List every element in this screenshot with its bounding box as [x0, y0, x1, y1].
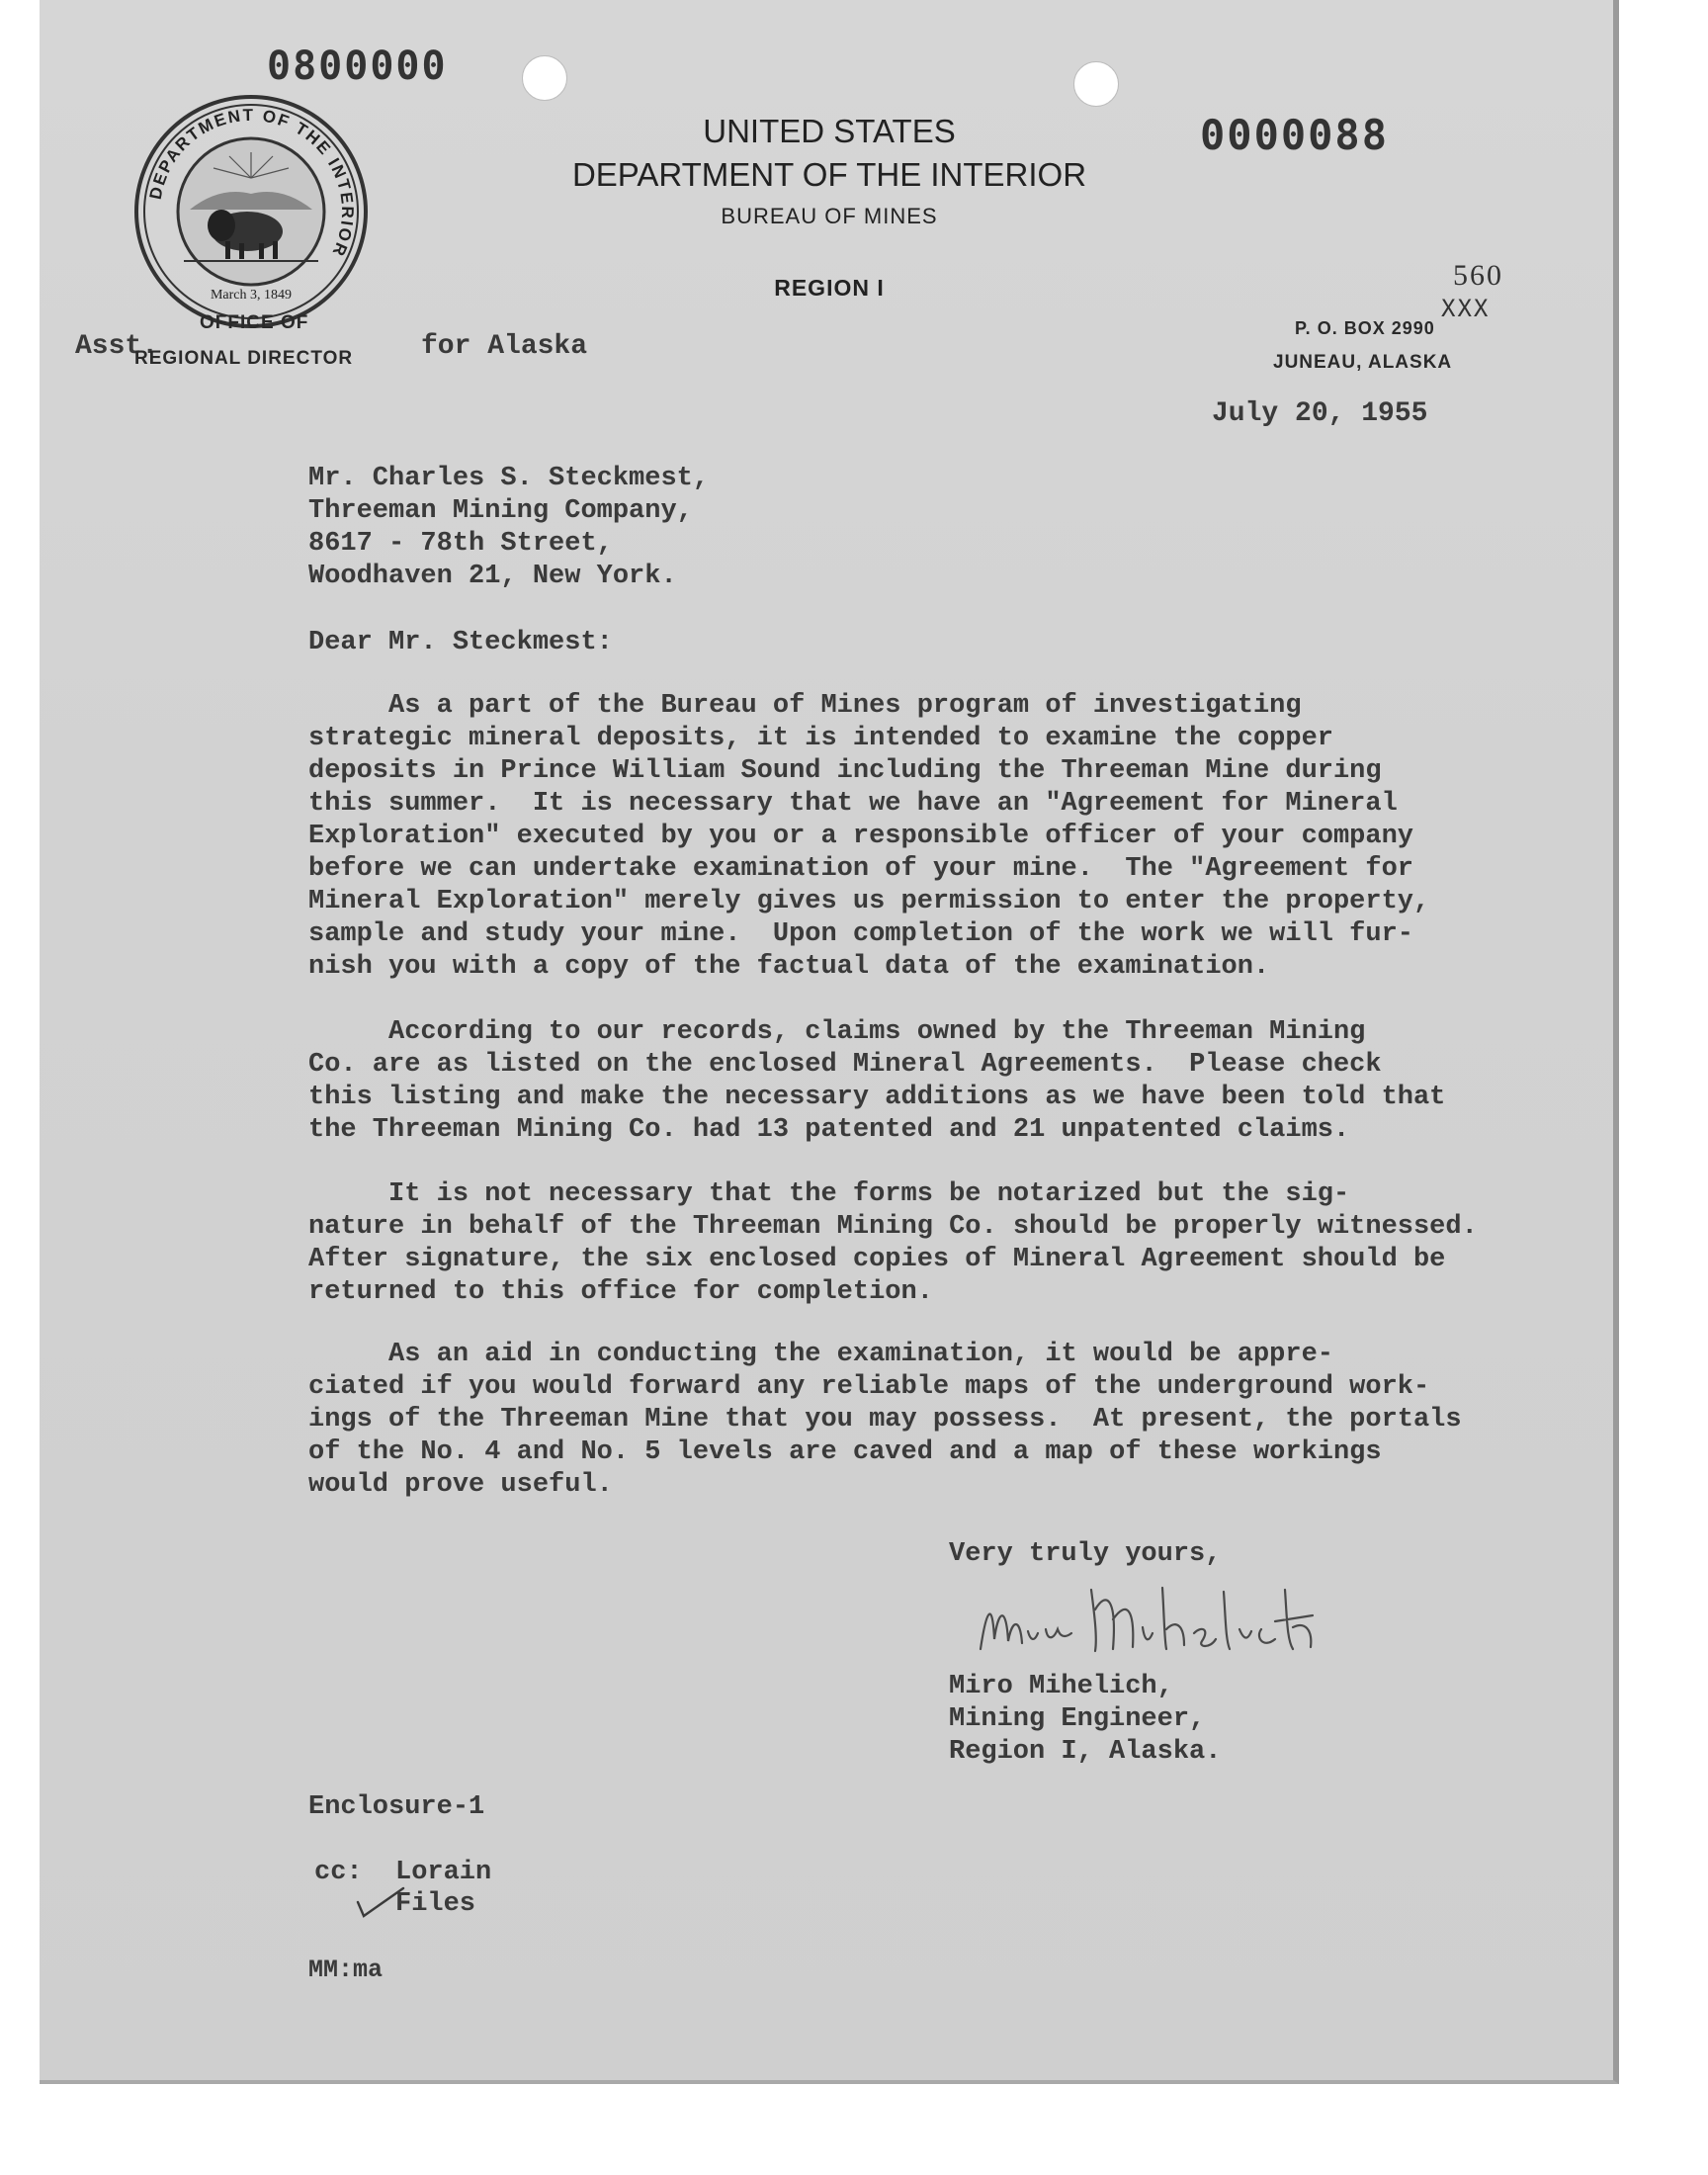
- office-of-label: OFFICE OF: [200, 312, 309, 333]
- check-mark-icon: [354, 1884, 407, 1920]
- body-line: After signature, the six enclosed copies of Mineral Agreement should be: [308, 1245, 1446, 1274]
- salutation: Dear Mr. Steckmest:: [308, 628, 613, 657]
- body-paragraph-4: [308, 1339, 1494, 1502]
- for-alaska-label: for Alaska: [421, 331, 588, 362]
- recipient-line: 8617 - 78th Street,: [308, 529, 613, 559]
- body-line: It is not necessary that the forms be notarized but the sig-: [308, 1179, 1350, 1209]
- cc-item-lorain: Lorain: [395, 1858, 492, 1887]
- regional-director-label: REGIONAL DIRECTOR: [134, 348, 354, 369]
- punch-hole-left: [522, 55, 567, 101]
- typist-initials: MM:ma: [308, 1956, 384, 1984]
- body-line: Exploration" executed by you or a responsible officer of your company: [308, 822, 1413, 851]
- body-line: Mineral Exploration" merely gives us permission to enter the property,: [308, 887, 1430, 916]
- city-label: JUNEAU, ALASKA: [1273, 352, 1453, 373]
- top-right-stamp-number: 0000088: [1200, 111, 1390, 159]
- body-line: nature in behalf of the Threeman Mining Co. should be properly witnessed.: [308, 1212, 1478, 1242]
- po-box-label: P. O. BOX 2990: [1295, 318, 1435, 338]
- file-number: 560: [1453, 259, 1503, 292]
- letterhead-line1: UNITED STATES: [703, 113, 956, 149]
- letterhead-line2: DEPARTMENT OF THE INTERIOR: [571, 156, 1087, 193]
- letterhead-line3: BUREAU OF MINES: [721, 204, 938, 228]
- body-line: nish you with a copy of the factual data of the examination.: [308, 952, 1270, 982]
- body-line: this listing and make the necessary additions as we have been told that: [308, 1083, 1446, 1112]
- body-paragraph-1: [308, 690, 1494, 984]
- recipient-line: Mr. Charles S. Steckmest,: [308, 464, 710, 493]
- body-line: deposits in Prince William Sound including the Threeman Mine during: [308, 756, 1382, 786]
- letter-date: July 20, 1955: [1212, 398, 1428, 429]
- body-line: As an aid in conducting the examination, it would be appre-: [308, 1340, 1333, 1369]
- signer-line: Region I, Alaska.: [949, 1737, 1222, 1767]
- cc-item-files: Files: [395, 1889, 476, 1919]
- signer-block: [949, 1671, 1542, 1769]
- body-line: strategic mineral deposits, it is intended to examine the copper: [308, 724, 1333, 753]
- file-suffix: XXX: [1441, 295, 1491, 322]
- body-line: before we can undertake examination of your mine. The "Agreement for: [308, 854, 1413, 884]
- punch-hole-right: [1073, 61, 1119, 107]
- closing: Very truly yours,: [949, 1539, 1222, 1569]
- body-line: According to our records, claims owned by the Threeman Mining: [308, 1017, 1366, 1047]
- handwritten-signature: [969, 1570, 1384, 1679]
- recipient-line: Threeman Mining Company,: [308, 496, 693, 526]
- body-line: would prove useful.: [308, 1470, 613, 1500]
- body-line: ciated if you would forward any reliable maps of the underground work-: [308, 1372, 1430, 1402]
- body-line: returned to this office for completion.: [308, 1277, 933, 1307]
- enclosure-line: Enclosure-1: [308, 1792, 485, 1822]
- body-line: this summer. It is necessary that we have an "Agreement for Mineral: [308, 789, 1398, 819]
- body-paragraph-3: [308, 1178, 1494, 1309]
- body-line: ings of the Threeman Mine that you may possess. At present, the portals: [308, 1405, 1462, 1435]
- recipient-address: [308, 463, 1494, 593]
- body-line: the Threeman Mining Co. had 13 patented and 21 unpatented claims.: [308, 1115, 1350, 1145]
- body-line: Co. are as listed on the enclosed Mineral Agreements. Please check: [308, 1050, 1382, 1080]
- body-line: of the No. 4 and No. 5 levels are caved and a map of these workings: [308, 1437, 1382, 1467]
- seal-ring-text: DEPARTMENT OF THE INTERIOR: [145, 105, 358, 261]
- signer-line: Miro Mihelich,: [949, 1672, 1173, 1701]
- seal-date-text: March 3, 1849: [210, 288, 293, 303]
- letter-page: [40, 0, 1619, 2084]
- cc-label: cc:: [314, 1858, 363, 1887]
- asst-label: Asst.: [75, 331, 159, 362]
- letterhead-region: REGION I: [774, 275, 885, 301]
- recipient-line: Woodhaven 21, New York.: [308, 562, 677, 591]
- body-line: As a part of the Bureau of Mines program of investigating: [308, 691, 1302, 721]
- body-paragraph-2: [308, 1016, 1494, 1147]
- top-left-stamp-number: 0800000: [267, 44, 448, 89]
- signer-line: Mining Engineer,: [949, 1704, 1206, 1734]
- body-line: sample and study your mine. Upon completion of the work we will fur-: [308, 919, 1413, 949]
